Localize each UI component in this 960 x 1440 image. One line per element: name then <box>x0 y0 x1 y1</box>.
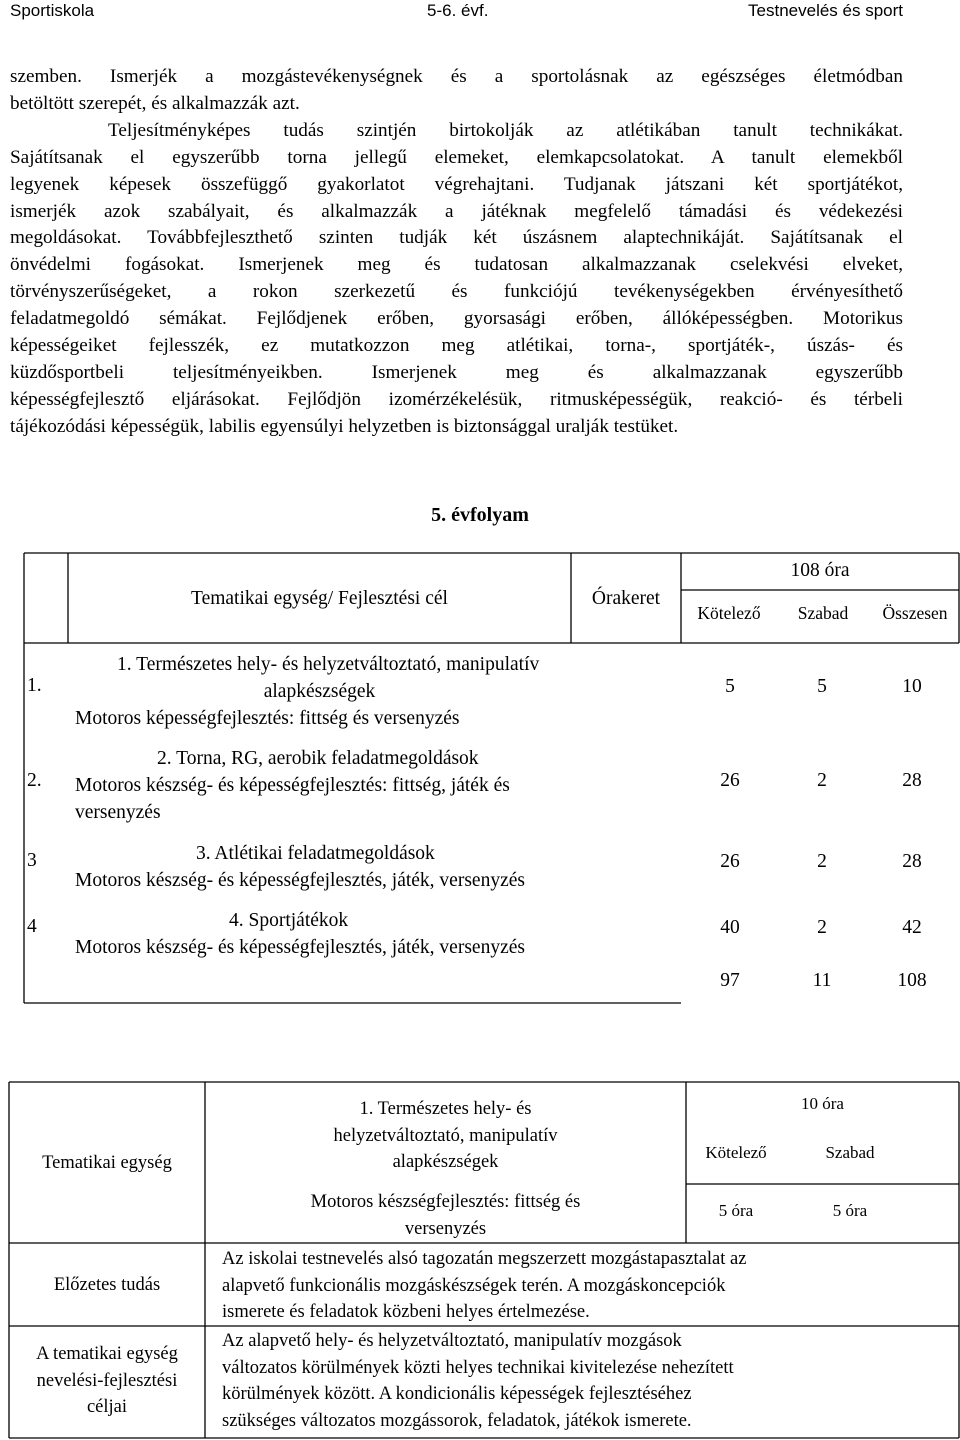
row-unit-subtitle: Motoros készség- és képességfejlesztés, játék, versenyzés <box>75 870 525 891</box>
goals-line: körülmények között. A kondicionális képességek fejlesztéséhez <box>222 1384 692 1404</box>
goals-line: Az alapvető hely- és helyzetváltoztató, manipulatív mozgások <box>222 1331 682 1351</box>
label-free: Szabad <box>825 1143 875 1162</box>
unit-goals-text <box>222 1328 952 1434</box>
free-hours: 5 óra <box>832 1201 868 1220</box>
sum-required: 97 <box>720 970 740 991</box>
paragraph-line: betöltött szerepét, és alkalmazzák azt. <box>10 92 300 114</box>
row-total: 42 <box>902 917 922 938</box>
goals-line: szükséges változatos mozgássorok, feladatok, játékok ismerete. <box>222 1410 692 1431</box>
paragraph-line: képességeiket fejlesszék, ez mutatkozzon meg atlétikai, torna-, sportjáték-, úszás- és <box>10 335 903 357</box>
paragraph-line: önvédelmi fogásokat. Ismerjenek meg és tudatosan alkalmazzanak cselekvési elveket, <box>10 254 903 276</box>
col-header-unit: Tematikai egység/ Fejlesztési cél <box>191 588 448 609</box>
paragraph-line: képességfejlesztő eljárásokat. Fejlődjön izomérzékelésük, ritmusképességük, reakció- és térbeli <box>10 388 903 410</box>
row-unit-title: 4. Sportjátékok <box>229 910 349 931</box>
row-unit-title: alapkészségek <box>263 681 376 702</box>
goals-label-line: céljai <box>86 1397 128 1417</box>
header-school: Sportiskola <box>10 1 95 20</box>
unit-subtitle-line: versenyzés <box>404 1218 487 1239</box>
paragraph-line: Sajátítsanak el egyszerűbb torna jellegű elemeket, elemkapcsolatokat. A tanult elemekből <box>10 146 903 168</box>
paragraph-line: legyenek képesek összefüggő gyakorlatot végrehajtani. Tudjanak játszani két sportjátékot, <box>10 173 903 195</box>
paragraph-line: ismerjék azok szabályait, és alkalmazzák a játéknak megfelelő támadási és védekezési <box>10 200 903 222</box>
unit-title-line: helyzetváltoztató, manipulatív <box>333 1125 558 1146</box>
unit-subtitle <box>205 1189 686 1242</box>
unit-title-line: alapkészségek <box>392 1152 499 1172</box>
label-required: Kötelező <box>705 1143 767 1162</box>
row-unit-subtitle: Motoros képességfejlesztés: fittség és versenyzés <box>75 708 460 729</box>
sum-free: 11 <box>812 970 832 991</box>
unit-subtitle-line: Motoros készségfejlesztés: fittség és <box>310 1192 581 1212</box>
unit-hours: 10 óra <box>801 1094 844 1113</box>
paragraph-line: tájékozódási képességük, labilis egyensúlyi helyzetben is biztonsággal uralják testüket. <box>10 415 679 437</box>
label-thematic-unit: Tematikai egység <box>42 1153 172 1173</box>
prior-line: alapvető funkcionális mozgáskészségek terén. A mozgáskoncepciók <box>222 1275 726 1296</box>
prior-line: ismerete és feladatok közbeni helyes értelmezése. <box>222 1302 590 1322</box>
row-required: 40 <box>720 917 740 938</box>
paragraph-line: Teljesítményképes tudás szintjén birtokolják az atlétikában tanult technikákat. <box>108 119 903 141</box>
goals-label-line: A tematikai egység <box>36 1344 178 1364</box>
subheader-total: Összesen <box>882 603 948 623</box>
header-grade: 5-6. évf. <box>427 1 489 20</box>
row-unit-subtitle: versenyzés <box>75 802 161 823</box>
subheader-free: Szabad <box>797 603 849 623</box>
row-free: 2 <box>817 770 827 791</box>
goals-line: változatos körülmények közti helyes technikai kivitelezése nehezített <box>222 1357 734 1378</box>
row-total: 28 <box>902 770 922 791</box>
row-required: 5 <box>725 676 735 697</box>
grade-title: 5. évfolyam <box>431 504 529 526</box>
paragraph-line: feladatmegoldó sémákat. Fejlődjenek erőben, gyorsasági erőben, állóképességben. Motorikus <box>10 308 903 330</box>
row-free: 2 <box>817 917 827 938</box>
prior-knowledge-text <box>222 1246 952 1326</box>
prior-line: Az iskolai testnevelés alsó tagozatán megszerzett mozgástapasztalat az <box>222 1249 747 1269</box>
col-header-hours: Órakeret <box>591 588 661 609</box>
row-required: 26 <box>720 770 740 791</box>
unit-title-line: 1. Természetes hely- és <box>359 1099 532 1119</box>
subheader-required: Kötelező <box>697 603 761 623</box>
paragraph-line: szemben. Ismerjék a mozgástevékenységnek és a sportolásnak az egészséges életmódban <box>10 66 903 87</box>
row-unit-subtitle: Motoros készség- és képességfejlesztés: fittség, játék és <box>75 775 510 796</box>
row-number: 4 <box>27 916 37 937</box>
row-required: 26 <box>720 851 740 872</box>
row-free: 5 <box>817 676 827 697</box>
goals-label-line: nevelési-fejlesztési <box>36 1370 178 1391</box>
label-unit-goals <box>9 1341 205 1421</box>
unit-title <box>205 1096 686 1176</box>
paragraph-line: megoldásokat. Továbbfejleszthető szinten tudják két úszásnem alaptechnikáját. Sajátítsanak el <box>10 227 903 249</box>
row-total: 10 <box>902 676 922 697</box>
row-total: 28 <box>902 851 922 872</box>
row-unit-title: 2. Torna, RG, aerobik feladatmegoldások <box>157 748 479 769</box>
sum-total: 108 <box>897 970 927 991</box>
row-unit-title: 1. Természetes hely- és helyzetváltoztató, manipulatív <box>117 654 540 675</box>
label-prior-knowledge: Előzetes tudás <box>53 1275 161 1295</box>
row-free: 2 <box>817 851 827 872</box>
row-unit-subtitle: Motoros készség- és képességfejlesztés, játék, versenyzés <box>75 937 525 958</box>
row-number: 2. <box>27 770 42 791</box>
required-hours: 5 óra <box>718 1201 754 1220</box>
row-number: 1. <box>27 675 42 696</box>
total-hours: 108 óra <box>790 560 850 581</box>
row-number: 3 <box>27 850 37 871</box>
header-subject: Testnevelés és sport <box>748 1 903 20</box>
paragraph-line: küzdősportbeli teljesítményeikben. Ismerjenek meg és alkalmazzanak egyszerűbb <box>10 361 903 383</box>
paragraph-line: törvényszerűségeket, a rokon szerkezetű és funkciójú tevékenységekben érvényesíthető <box>10 281 903 303</box>
row-unit-title: 3. Atlétikai feladatmegoldások <box>196 843 435 864</box>
